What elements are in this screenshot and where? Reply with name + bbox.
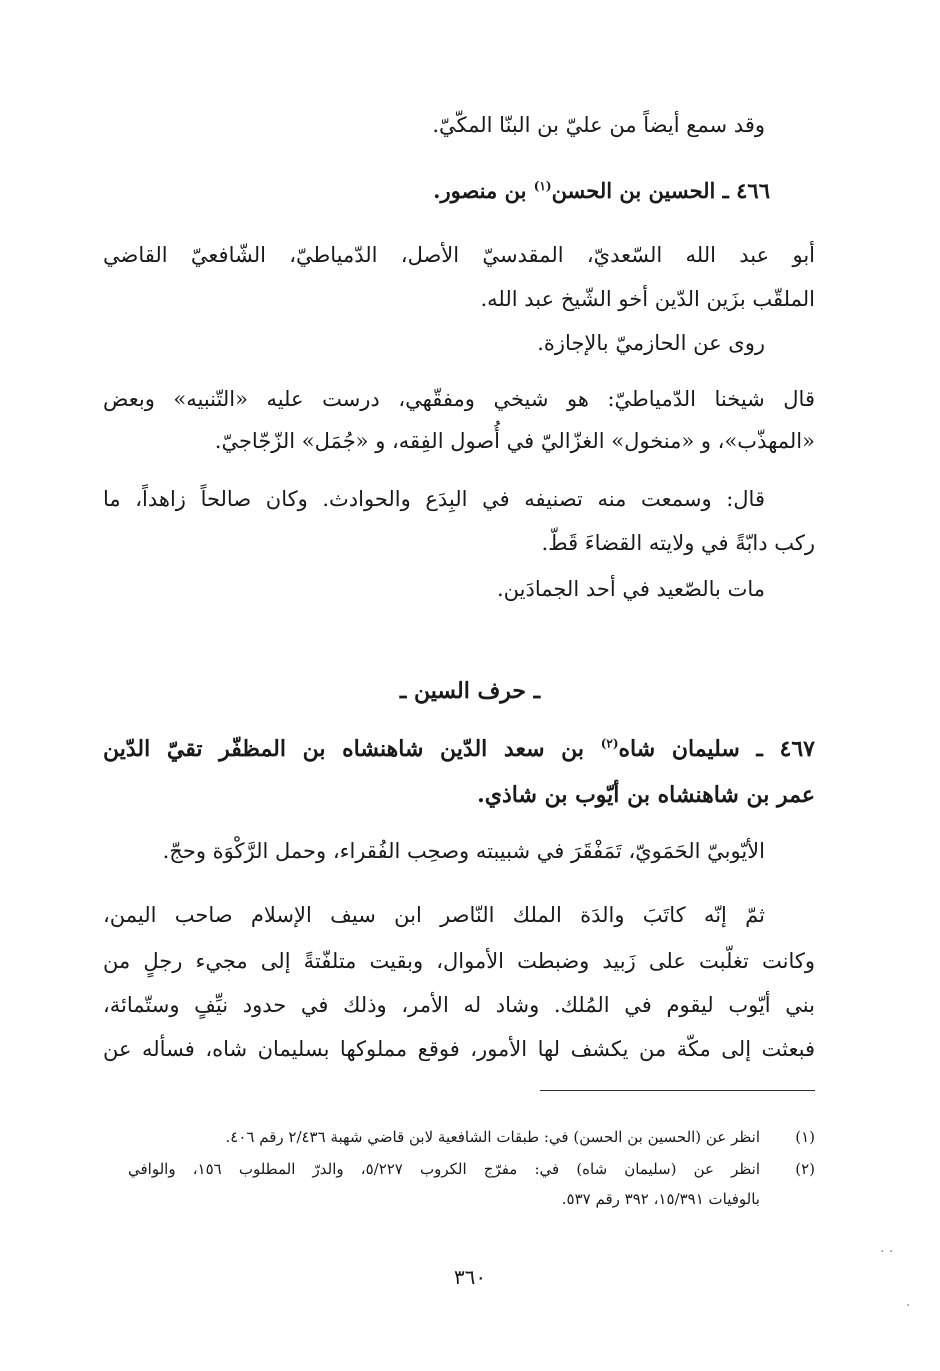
- entry-466-heading: [433, 176, 770, 206]
- footnote-ref-2[interactable]: (٢): [600, 736, 619, 751]
- text-line: ثمّ إنّه كاتَبَ والدَة الملك النّاصر ابن سيف الإسلام صاحب اليمن،: [103, 903, 765, 927]
- text-line: الأيّوبيّ الحَمَويّ، تَمَفْقَرَ في شبيبته وصحِب الفُقراء، وحمل الرَّكْوَة وحجّ.: [162, 839, 765, 863]
- entry-467-heading-prefix: ٤٦٧ ـ سليمان شاه: [618, 736, 815, 762]
- text-line: وقد سمع أيضاً من عليّ بن البنّا المكّيّ.: [432, 113, 765, 137]
- footnote-separator: [540, 1090, 815, 1091]
- entry-467-heading: [103, 734, 815, 764]
- text-line: مات بالصّعيد في أحد الجمادَين.: [496, 577, 765, 601]
- entry-466-heading-suffix: بن منصور.: [433, 178, 534, 203]
- text-line: قال: وسمعت منه تصنيفه في البِدَع والحوادث. وكان صالحاً زاهداً، ما: [103, 487, 765, 511]
- text-line: «المهذّب»، و «منخول» الغزّاليّ في أُصول الفِقه، و «جُمَل» الزّجّاجيّ.: [214, 429, 815, 453]
- text-line: فبعثت إلى مكّة من يكشف لها الأمور، فوقع مملوكها بسليمان شاه، فسأله عن: [103, 1037, 815, 1061]
- footnote-2-text: انظر عن (سليمان شاه) في: مفرّج الكروب ٥/٢٢٧، والدرّ المطلوب ١٥٦، والوافي: [128, 1160, 760, 1178]
- section-heading: ـ حرف السين ـ: [399, 678, 541, 704]
- entry-467-heading-suffix: بن سعد الدّين شاهنشاه بن المظفّر تقيّ الدّين: [103, 736, 601, 762]
- text-line: ركب دابّةً في ولايته القضاءَ قَطّ.: [541, 531, 815, 555]
- text-line: بني أيّوب ليقوم في المُلك. وشاد له الأمر، وذلك في حدود نيِّفٍ وستّمائة،: [103, 993, 815, 1017]
- page-number: ٣٦٠: [453, 1265, 487, 1289]
- entry-467-heading-line2: عمر بن شاهنشاه بن أيّوب بن شاذي.: [477, 782, 815, 808]
- footnote-1-number: (١): [795, 1128, 815, 1146]
- footnote-2-text-cont: بالوفيات ١٥/٣٩١، ٣٩٢ رقم ٥٣٧.: [561, 1190, 760, 1208]
- text-line: أبو عبد الله السّعديّ، المقدسيّ الأصل، الدّمياطيّ، الشّافعيّ القاضي: [103, 243, 815, 267]
- footnote-1-text: انظر عن (الحسين بن الحسن) في: طبقات الشافعية لابن قاضي شهبة ٢/٤٣٦ رقم ٤٠٦.: [225, 1128, 760, 1146]
- text-line: الملقّب بزَين الدّين أخو الشّيخ عبد الله.: [480, 287, 815, 311]
- footnote-2-number: (٢): [795, 1160, 815, 1178]
- scan-speck: · ·: [880, 1244, 894, 1260]
- text-line: وكانت تغلّبت على زَبيد وضبطت الأموال، وبقيت متلفّتةً إلى مجيء رجلٍ من: [103, 949, 815, 973]
- entry-466-heading-prefix: ٤٦٦ ـ الحسين بن الحسن: [551, 178, 770, 203]
- text-line: قال شيخنا الدّمياطيّ: هو شيخي ومفقّهي، درست عليه «التّنبيه» وبعض: [103, 387, 815, 411]
- footnote-ref-1[interactable]: (١): [533, 179, 552, 193]
- text-line: روى عن الحازميّ بالإجازة.: [537, 331, 765, 355]
- scan-speck: ·: [906, 1298, 911, 1314]
